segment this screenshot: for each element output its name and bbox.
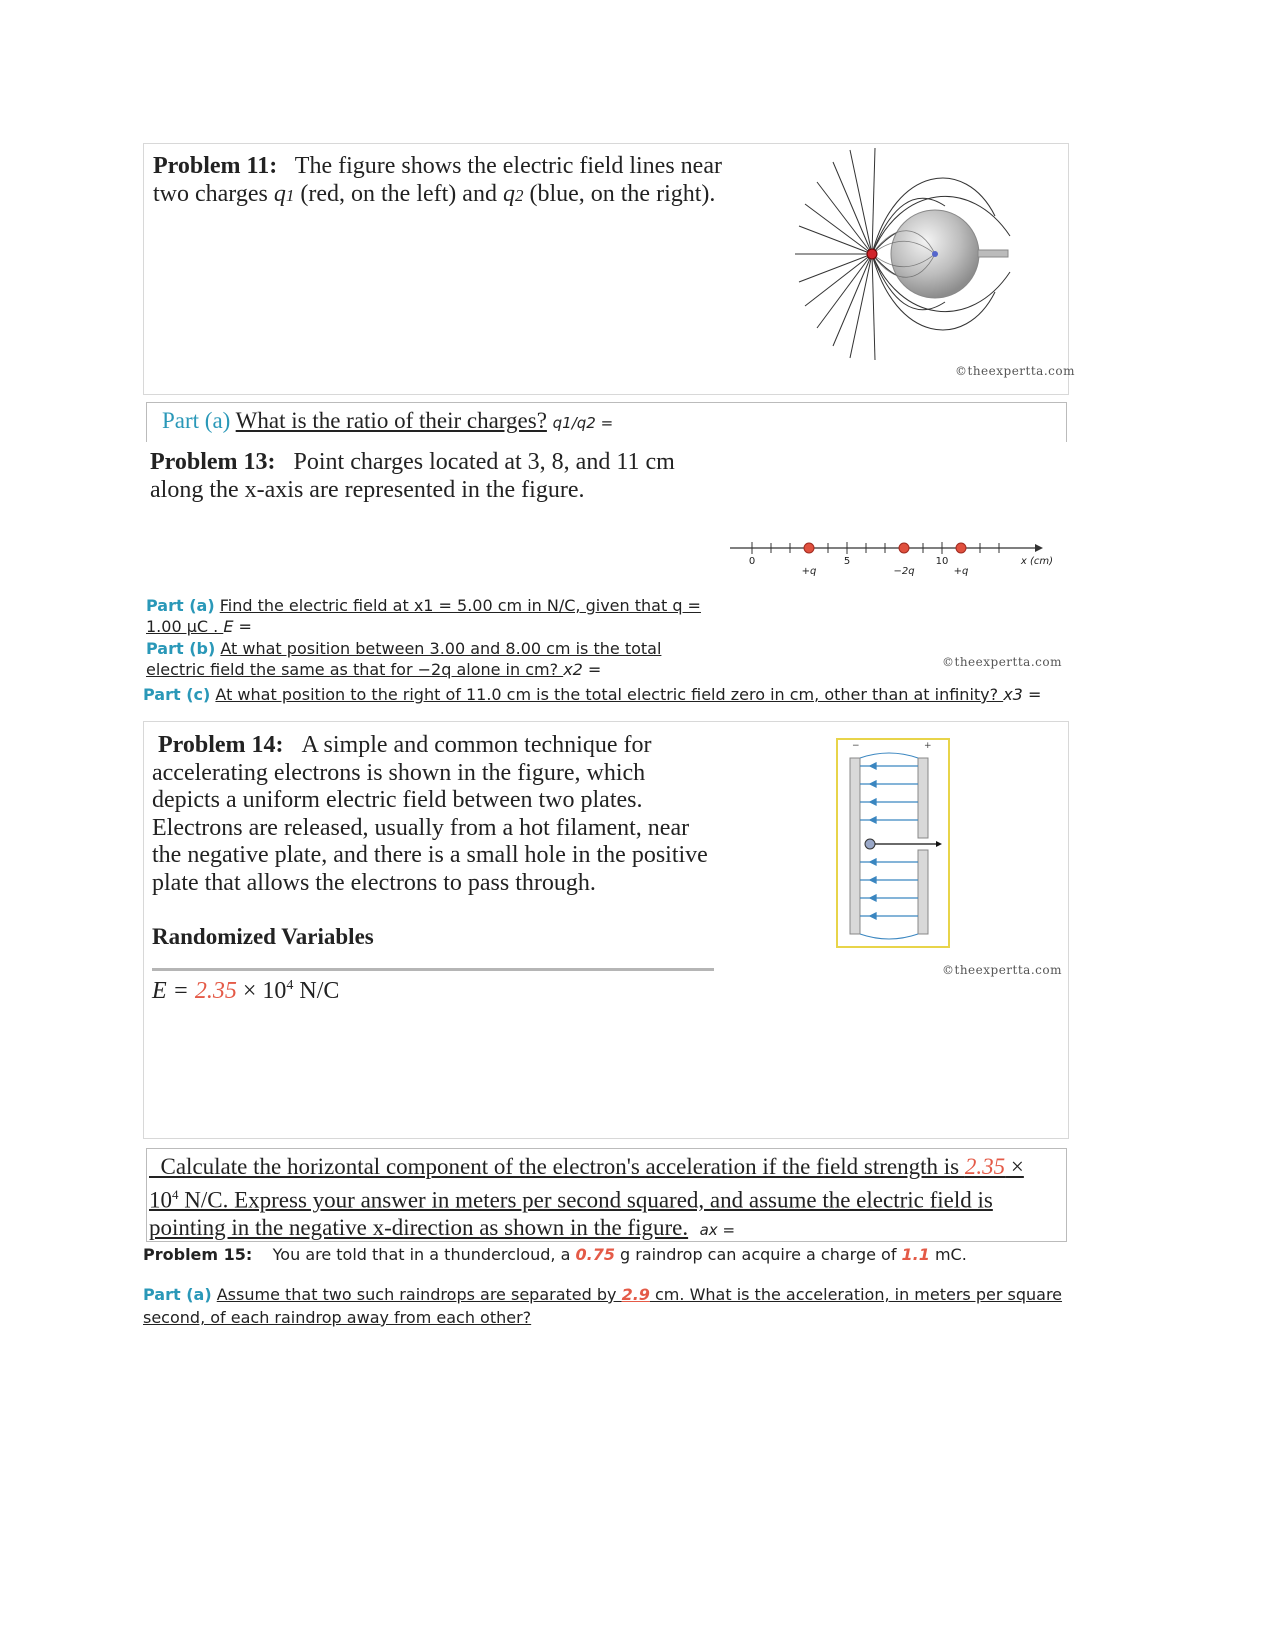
watermark-p11: ©theexpertta.com [955,364,1075,378]
answer-E[interactable]: E = [223,617,252,636]
parallel-plates-figure [836,738,951,950]
charge-number-line [725,538,1060,578]
watermark-p13: ©theexpertta.com [942,655,1062,669]
problem-11-label: Problem 11: [153,153,278,179]
blue-charge-q2 [932,251,938,257]
randomized-variables-heading: Randomized Variables [152,924,374,949]
answer-x2[interactable]: x2 = [563,660,602,679]
tick-label-5: 5 [843,556,851,567]
problem-11-line1: The figure shows the electric field lines near [294,153,722,179]
red-charge-q1 [867,249,877,259]
problem-14-statement: Problem 14: A simple and common technique for accelerating electrons is shown in the figure, which depicts a uniform electric field between two plates. Electrons are released, usually from a hot filament, near the negative plate, and there is a small hole in the positive plate that allows the electrons to pass through. [152,732,708,896]
problem-14-label: Problem 14: [158,732,284,758]
part-a-question: What is the ratio of their charges? [235,408,547,433]
positive-plate-lower [918,850,928,934]
tick-label-10: 10 [935,556,949,567]
charge-at-3 [804,543,814,553]
q2-symbol: q2 [502,181,524,207]
problem-13-part-a[interactable]: Part (a) Find the electric field at x1 = 5.00 cm in N/C, given that q = 1.00 μC . E = [146,596,701,636]
problem-15-part-a[interactable]: Part (a) Assume that two such raindrops are separated by 2.9 cm. What is the acceleration, in meters per square second, of each raindrop away from each other? [143,1285,1063,1327]
tick-label-0: 0 [748,556,756,567]
charge-label-3: +q [953,566,969,577]
charge-at-11 [956,543,966,553]
svg-text:−: − [852,741,860,751]
electron [865,839,875,849]
problem-11-statement: Problem 11: The figure shows the electric field lines near two charges q1 (red, on the left) and q2 (blue, on the right). [153,153,722,207]
problem-15-label: Problem 15: [143,1245,253,1264]
problem-14-question[interactable]: Calculate the horizontal component of the electron's acceleration if the field strength is 2.35 × $10^4$ N/C. Express your answer in meters per second squared, and assume the electric field is pointing in the negative x-direction as shown in the figure. ax = [149,1154,1024,1240]
randomized-divider [152,968,714,971]
negative-plate [850,758,860,934]
q1-symbol: q1 [273,181,295,207]
charge-label-2: −2q [893,566,915,577]
axis-label: x (cm) [1020,556,1054,567]
problem-11-part-a[interactable] [162,408,613,434]
answer-x3[interactable]: x3 = [1003,685,1042,704]
positive-plate-upper [918,758,928,838]
field-lines-figure [795,146,1020,364]
problem-13-label: Problem 13: [150,449,276,475]
watermark-p14: ©theexpertta.com [942,963,1062,977]
charge-label-1: +q [801,566,817,577]
problem-13-part-b[interactable]: Part (b) At what position between 3.00 and 8.00 cm is the total electric field the same as that for −2q alone in cm? x2 = [146,639,662,679]
answer-q1-q2[interactable]: q1/q2 = [552,414,614,432]
svg-text:+: + [924,741,932,751]
problem-13-part-c[interactable]: Part (c) At what position to the right of 11.0 cm is the total electric field zero in cm, other than at infinity? x3 = [143,685,1042,704]
charge-at-8 [899,543,909,553]
randomized-variable-E: $E = 2.35 \times 10^4$ N/C [152,978,340,1004]
problem-15-statement: Problem 15: You are told that in a thundercloud, a 0.75 g raindrop can acquire a charge of 1.1 mC. [143,1245,967,1264]
part-a-label: Part (a) [162,408,231,433]
problem-13-statement: Problem 13: Point charges located at 3, 8, and 11 cm along the x-axis are represented in the figure. [150,449,675,503]
answer-ax[interactable]: ax = [699,1220,736,1239]
